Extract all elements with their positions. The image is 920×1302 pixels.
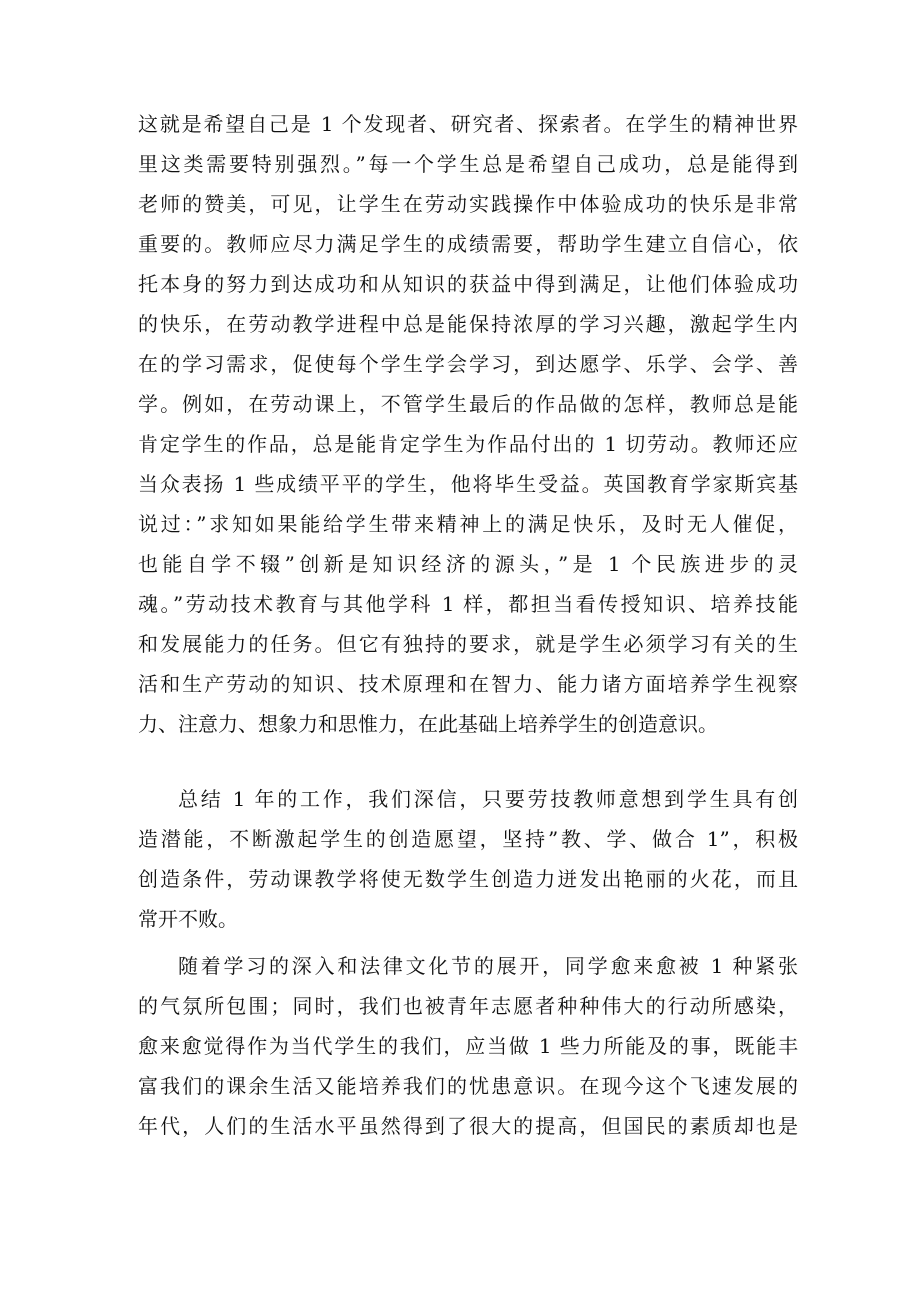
paragraph-line: 里这类需要特别强烈。”每一个学生总是希望自己成功，总是能得到 [138, 152, 798, 176]
paragraph-line: 造潜能，不断激起学生的创造愿望，坚持”教、学、做合 1”，积极 [138, 827, 798, 851]
paragraph-line: 随着学习的深入和法律文化节的展开，同学愈来愈被 1 种紧张 [178, 954, 798, 978]
paragraph-line: 富我们的课余生活又能培养我们的忧患意识。在现今这个飞速发展的 [138, 1074, 798, 1098]
paragraph-line: 年代，人们的生活水平虽然得到了很大的提高，但国民的素质却也是 [138, 1114, 798, 1138]
paragraph-line: 创造条件，劳动课教学将使无数学生创造力迸发出艳丽的火花，而且 [138, 867, 798, 891]
paragraph-line: 的气氛所包围；同时，我们也被青年志愿者种种伟大的行动所感染， [138, 994, 798, 1018]
paragraph-line: 也能自学不辍”创新是知识经济的源头，”是 1 个民族进步的灵 [138, 552, 798, 576]
paragraph-line: 这就是希望自己是 1 个发现者、研究者、探索者。在学生的精神世界 [138, 112, 798, 136]
paragraph-line: 魂。”劳动技术教育与其他学科 1 样，都担当看传授知识、培养技能 [138, 592, 798, 616]
paragraph-line: 和发展能力的任务。但它有独持的要求，就是学生必须学习有关的生 [138, 632, 798, 656]
paragraph-line: 肯定学生的作品，总是能肯定学生为作品付出的 1 切劳动。教师还应 [138, 432, 798, 456]
paragraph-line: 当众表扬 1 些成绩平平的学生，他将毕生受益。英国教育学家斯宾基 [138, 472, 798, 496]
paragraph-1 [138, 104, 798, 744]
paragraph-line: 说过：”求知如果能给学生带来精神上的满足快乐，及时无人催促， [138, 512, 798, 536]
paragraph-line: 托本身的努力到达成功和从知识的获益中得到满足，让他们体验成功 [138, 272, 798, 296]
paragraph-line: 在的学习需求，促使每个学生学会学习，到达愿学、乐学、会学、善 [138, 352, 798, 376]
paragraph-line: 常开不败。 [138, 907, 238, 931]
paragraph-line: 学。例如，在劳动课上，不管学生最后的作品做的怎样，教师总是能 [138, 392, 798, 416]
paragraph-line: 活和生产劳动的知识、技术原理和在智力、能力诸方面培养学生视察 [138, 672, 798, 696]
paragraph-3 [138, 946, 798, 1146]
paragraph-line: 的快乐，在劳动教学进程中总是能保持浓厚的学习兴趣，激起学生内 [138, 312, 798, 336]
paragraph-line: 重要的。教师应尽力满足学生的成绩需要，帮助学生建立自信心，依 [138, 232, 798, 256]
paragraph-line: 力、注意力、想象力和思惟力，在此基础上培养学生的创造意识。 [138, 712, 718, 736]
paragraph-2 [138, 779, 798, 939]
paragraph-line: 老师的赞美，可见，让学生在劳动实践操作中体验成功的快乐是非常 [138, 192, 798, 216]
paragraph-line: 总结 1 年的工作，我们深信，只要劳技教师意想到学生具有创 [178, 787, 798, 811]
paragraph-line: 愈来愈觉得作为当代学生的我们，应当做 1 些力所能及的事，既能丰 [138, 1034, 798, 1058]
